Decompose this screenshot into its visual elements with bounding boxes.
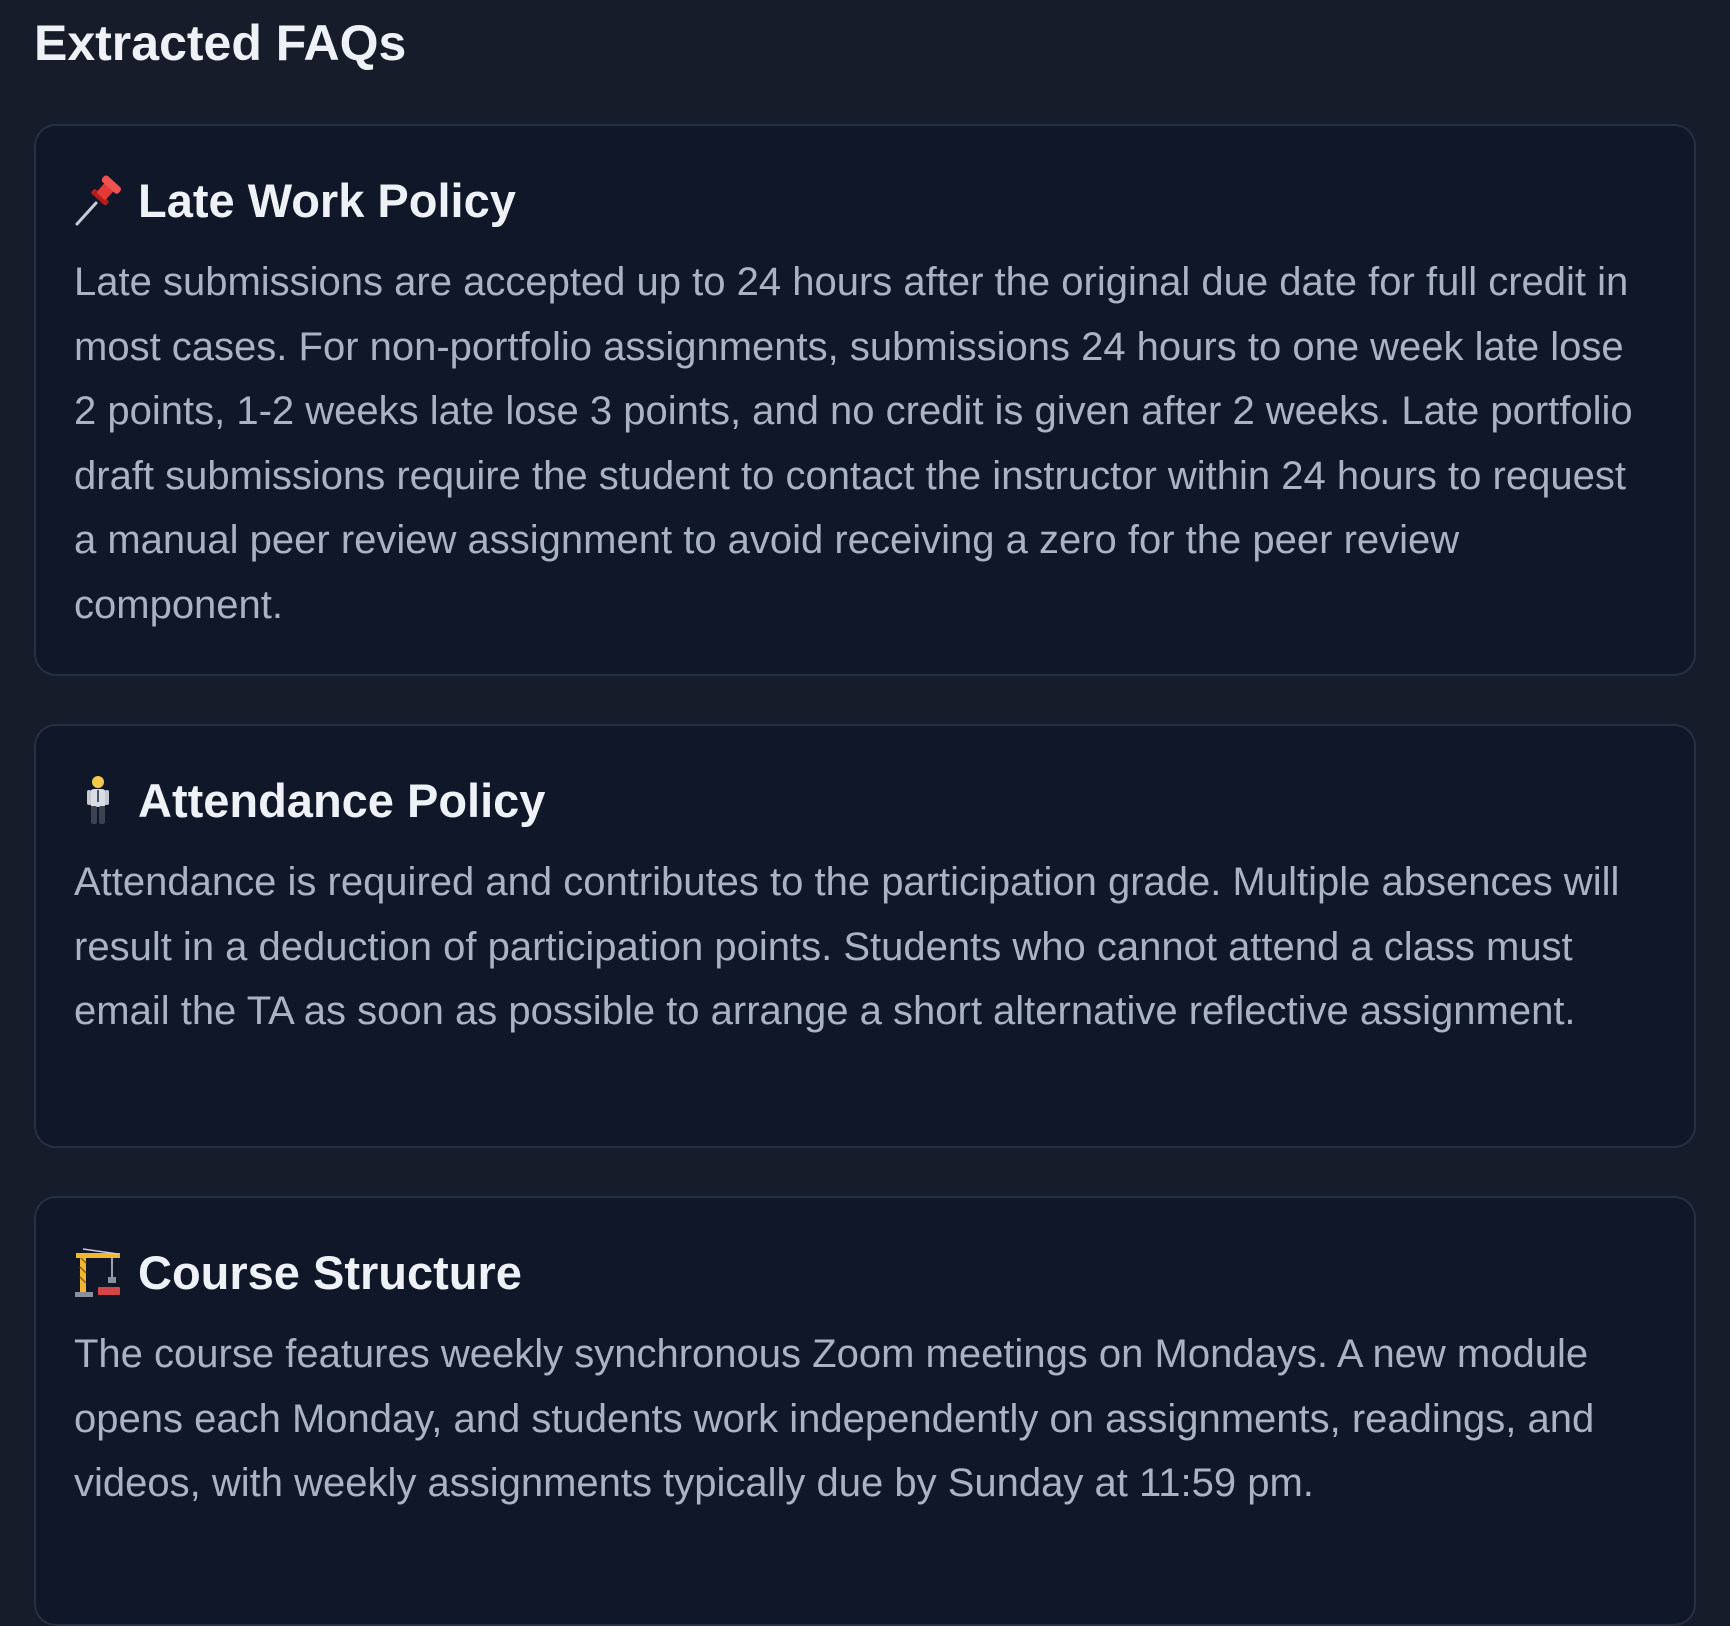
construction-crane-icon <box>74 1247 122 1299</box>
page-title: Extracted FAQs <box>34 15 407 71</box>
faq-title: Attendance Policy <box>138 774 546 827</box>
faq-heading <box>74 170 1656 232</box>
person-standing-icon <box>74 775 122 827</box>
pushpin-icon <box>74 175 122 227</box>
faq-heading <box>74 1242 1656 1304</box>
faq-body: Attendance is required and contributes to the participation grade. Multiple absences will result in a deduction of participation points. Students who cannot attend a class must email the TA as soon as possible to arrange a short alternative reflective assignment. <box>74 860 1620 1033</box>
faq-title: Late Work Policy <box>138 174 516 227</box>
faq-card-course-structure <box>34 1196 1696 1626</box>
faq-heading <box>74 770 1656 832</box>
faq-body: Late submissions are accepted up to 24 hours after the original due date for full credit in most cases. For non-portfolio assignments, submissions 24 hours to one week late lose 2 points, 1-2 weeks late lose 3 points, and no credit is given after 2 weeks. Late portfolio draft submissions require the student to contact the instructor within 24 hours to request a manual peer review assignment to avoid receiving a zero for the peer review component. <box>74 260 1633 627</box>
faq-body: The course features weekly synchronous Zoom meetings on Mondays. A new module opens each Monday, and students work independently on assignments, readings, and videos, with weekly assignments typically due by Sunday at 11:59 pm. <box>74 1332 1595 1505</box>
faq-card-attendance <box>34 724 1696 1148</box>
faq-card-late-work <box>34 124 1696 676</box>
faq-title: Course Structure <box>138 1246 522 1299</box>
faq-list <box>34 124 1696 1626</box>
